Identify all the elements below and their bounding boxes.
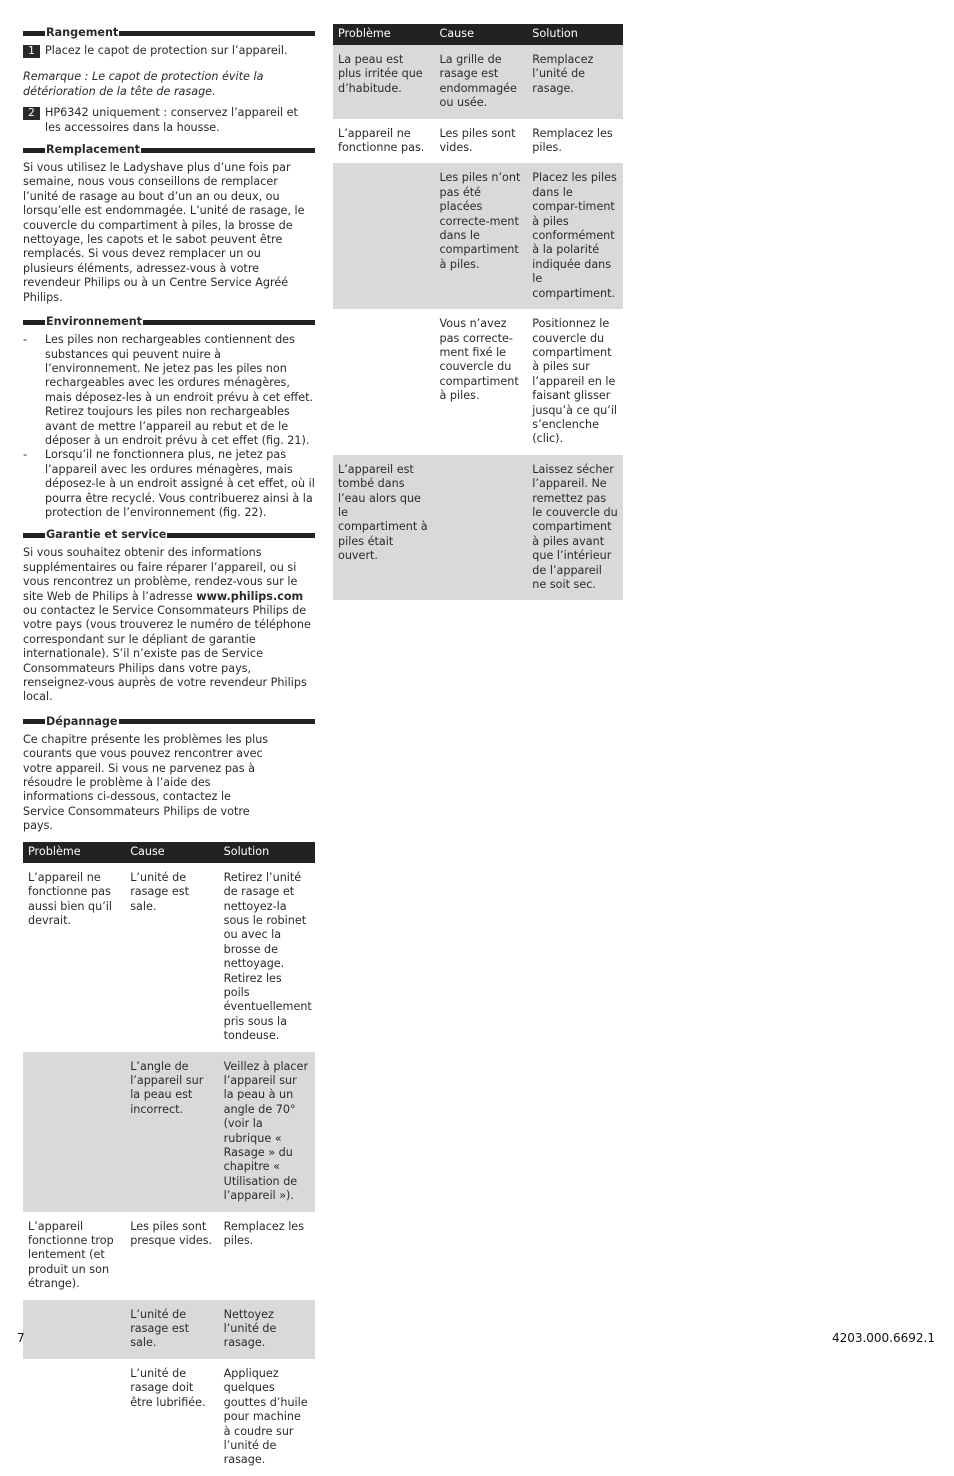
heading-bar-left xyxy=(23,719,45,724)
heading-bar-left xyxy=(23,533,45,538)
garantie-text xyxy=(23,546,315,704)
section-heading-depannage xyxy=(23,715,315,729)
step-2 xyxy=(23,106,315,135)
heading-bar-right xyxy=(143,320,315,325)
step-number: 2 xyxy=(23,107,40,120)
note-text: Remarque : Le capot de protection évite la détérioration de la tête de rasage. xyxy=(23,70,264,98)
troubleshooting-table-left xyxy=(23,842,315,1476)
section-title: Rangement xyxy=(46,25,119,39)
table-row xyxy=(333,163,623,309)
cell-problem: La peau est plus irritée que d’habitude. xyxy=(333,45,435,119)
section-heading-garantie xyxy=(23,528,315,542)
table-row xyxy=(23,863,315,1052)
list-item-text: Lorsqu’il ne fonctionnera plus, ne jetez pas l’appareil avec les ordures ménagères, mais déposez-le à un endroit assigné à cet effet, où il pourra être recyclé. Vous contribuerez ainsi à la protection de l’environnement (fig. 22). xyxy=(45,448,315,519)
cell-solution: Retirez l’unité de rasage et nettoyez-la sous le robinet ou avec la brosse de nettoyage. Retirez les poils éventuellement pris sous la tondeuse. xyxy=(223,870,312,1043)
list-item-text: Les piles non rechargeables contiennent des substances qui peuvent nuire à l’environnement. Ne jetez pas les piles non rechargeables avec les ordures ménagères, mais déposez-les à un endroit prévu à cet effet. Retirez toujours les piles non rechargeables avant de mettre l’appareil au rebut et de le déposer à un endroit prévu à cet effet (fig. 21). xyxy=(45,333,314,447)
document-id: 4203.000.6692.1 xyxy=(831,1331,935,1345)
right-column xyxy=(333,24,623,600)
philips-website-link[interactable]: www.philips.com xyxy=(196,589,304,603)
cell-cause xyxy=(435,455,528,601)
heading-bar-right xyxy=(119,719,315,724)
section-heading-environnement xyxy=(23,315,315,329)
heading-bar-right xyxy=(167,533,315,538)
troubleshooting-table-right xyxy=(333,24,623,600)
cell-problem: L’appareil ne fonctionne pas aussi bien qu’il devrait. xyxy=(28,870,112,927)
garantie-text-after: ou contactez le Service Consommateurs Philips de votre pays (vous trouverez le numéro de téléphone correspondant sur le dépliant de garantie internationale). S’il n’existe pas de Service Consommateurs Philips dans votre pays, renseignez-vous auprès de votre revendeur Philips local. xyxy=(23,604,311,704)
table-row xyxy=(333,455,623,601)
table-row xyxy=(333,45,623,119)
cell-problem xyxy=(333,309,435,455)
cell-solution: Positionnez le couvercle du compartiment à piles sur l’appareil en le faisant glisser jusqu’à ce qu’il s’enclenche (clic). xyxy=(532,317,618,446)
list-item xyxy=(23,333,315,448)
dash-marker: - xyxy=(23,333,28,347)
header-cause: Cause xyxy=(125,842,218,863)
cell-problem xyxy=(23,1052,125,1212)
table-row xyxy=(23,1359,315,1476)
heading-bar-left xyxy=(23,31,45,36)
cell-problem: L’appareil ne fonctionne pas. xyxy=(338,126,425,155)
cell-cause: L’unité de rasage est sale. xyxy=(125,1300,218,1359)
cell-problem: L’appareil fonctionne trop lentement (et produit un son étrange). xyxy=(28,1219,114,1291)
environnement-list xyxy=(23,333,315,520)
cell-solution: Remplacez l’unité de rasage. xyxy=(527,45,623,119)
remplacement-text: Si vous utilisez le Ladyshave plus d’une fois par semaine, nous vous conseillons de remplacer l’unité de rasage au bout d’un an ou deux, ou lorsqu’elle est endommagée. L’unité de rasage, le couvercle du compartiment à piles, la brosse de nettoyage, les capots et le sabot peuvent être remplacés. Si vous devez remplacer un ou plusieurs éléments, adressez-vous à votre revendeur Philips ou à un Centre Service Agréé Philips. xyxy=(23,161,305,304)
section-title: Garantie et service xyxy=(46,528,167,542)
section-title: Environnement xyxy=(46,314,143,328)
depannage-text: Ce chapitre présente les problèmes les plus courants que vous pouvez rencontrer avec votre appareil. Si vous ne parvenez pas à résoudre le problème à l’aide des informations ci-dessous, contactez le Service Consommateurs Philips de votre pays. xyxy=(23,732,269,833)
table-header-row xyxy=(333,24,623,45)
cell-cause: La grille de rasage est endommagée ou usée. xyxy=(435,45,528,119)
cell-solution: Remplacez les piles. xyxy=(532,126,613,155)
cell-solution: Remplacez les piles. xyxy=(223,1219,305,1248)
heading-bar-left xyxy=(23,320,45,325)
step-number: 1 xyxy=(23,45,40,58)
header-cause: Cause xyxy=(435,24,528,45)
heading-bar-right xyxy=(141,148,315,153)
cell-solution: Placez les piles dans le compar-timent à piles conformément à la polarité indiquée dans le compartiment. xyxy=(527,163,623,309)
cell-solution: Nettoyez l’unité de rasage. xyxy=(219,1300,315,1359)
table-row xyxy=(333,119,623,164)
step-text: Placez le capot de protection sur l’appareil. xyxy=(45,44,288,57)
cell-solution: Appliquez quelques gouttes d’huile pour machine à coudre sur l’unité de rasage. xyxy=(223,1366,308,1467)
cell-problem xyxy=(23,1359,125,1476)
step-text: HP6342 uniquement : conservez l’appareil et les accessoires dans la housse. xyxy=(45,106,298,134)
section-heading-rangement xyxy=(23,26,315,40)
header-problem: Problème xyxy=(333,24,435,45)
table-row xyxy=(23,1052,315,1212)
section-heading-remplacement xyxy=(23,143,315,157)
cell-cause: Vous n’avez pas correcte-ment fixé le couvercle du compartiment à piles. xyxy=(439,317,519,403)
heading-bar-left xyxy=(23,148,45,153)
section-title: Remplacement xyxy=(46,142,141,156)
header-problem: Problème xyxy=(23,842,125,863)
header-solution: Solution xyxy=(527,24,623,45)
heading-bar-right xyxy=(119,31,315,36)
header-solution: Solution xyxy=(219,842,315,863)
cell-cause: L’unité de rasage doit être lubrifiée. xyxy=(130,1366,206,1409)
garantie-text-before: Si vous souhaitez obtenir des informations supplémentaires ou faire réparer l’appareil, ou si vous rencontrez un problème, rendez-vous sur le site Web de Philips à l’adresse xyxy=(23,546,298,603)
dash-marker: - xyxy=(23,448,28,462)
cell-cause: Les piles sont vides. xyxy=(439,126,516,155)
step-1 xyxy=(23,44,315,58)
cell-solution: Veillez à placer l’appareil sur la peau à un angle de 70° (voir la rubrique « Rasage » du chapitre « Utilisation de l’appareil »). xyxy=(219,1052,315,1212)
table-header-row xyxy=(23,842,315,863)
left-column xyxy=(23,26,315,1476)
cell-problem xyxy=(333,163,435,309)
table-row xyxy=(23,1212,315,1300)
cell-cause: Les piles sont presque vides. xyxy=(130,1219,213,1248)
cell-cause: L’angle de l’appareil sur la peau est incorrect. xyxy=(125,1052,218,1212)
page-number: 7 xyxy=(17,1331,25,1345)
section-title: Dépannage xyxy=(46,714,118,728)
cell-problem: L’appareil est tombé dans l’eau alors que le compartiment à piles était ouvert. xyxy=(333,455,435,601)
table-row xyxy=(333,309,623,455)
cell-solution: Laissez sécher l’appareil. Ne remettez pas le couvercle du compartiment à piles avant que l’intérieur de l’appareil ne soit sec. xyxy=(527,455,623,601)
list-item xyxy=(23,448,315,520)
cell-cause: L’unité de rasage est sale. xyxy=(130,870,189,913)
cell-cause: Les piles n’ont pas été placées correcte-ment dans le compartiment à piles. xyxy=(435,163,528,309)
